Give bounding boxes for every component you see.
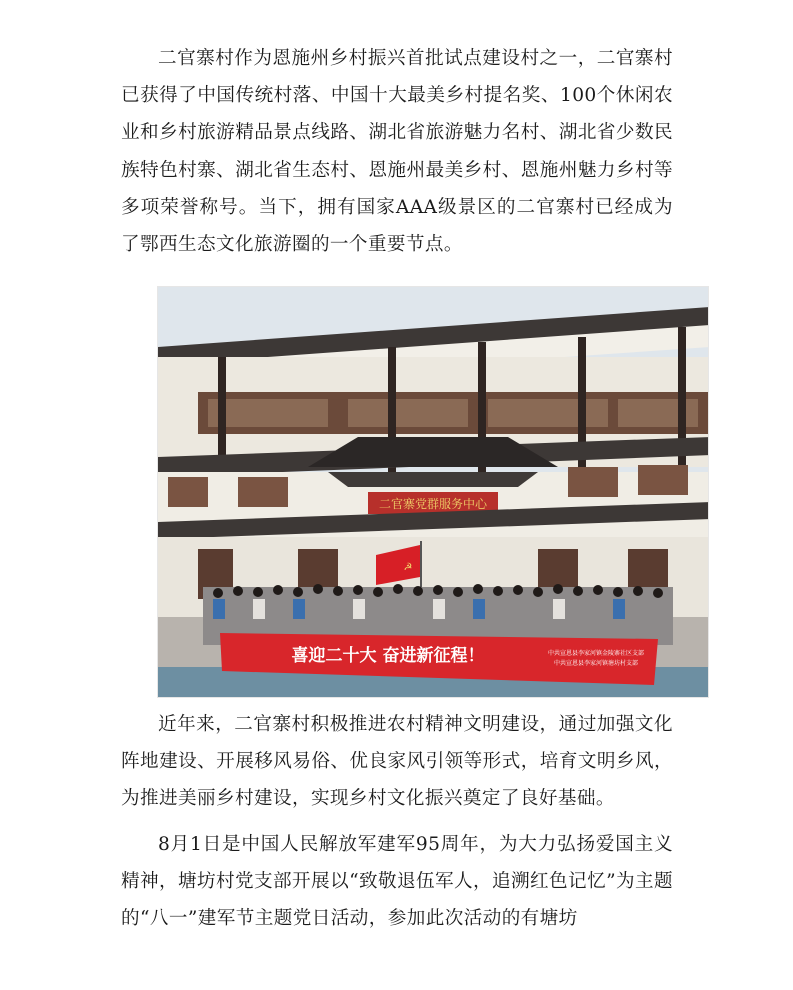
svg-text:☭: ☭	[403, 562, 413, 573]
building-sign: 二官寨党群服务中心	[378, 497, 488, 511]
banner-main-text: 喜迎二十大 奋进新征程！	[291, 646, 485, 666]
paragraph-village-honors: 二官寨村作为恩施州乡村振兴首批试点建设村之一，二官寨村已获得了中国传统村落、中国十大最美乡村提名奖、100个休闲农业和乡村旅游精品景点线路、湖北省旅游魅力名村、湖北省少数民族特色村寨、湖北省生态村、恩施州最美乡村、恩施州魅力乡村等多项荣誉称号。当下，拥有国家AAA级景区的二官寨村已经成为了鄂西生态文化旅游圈的一个重要节点。	[121, 48, 673, 256]
group-photo	[157, 286, 709, 698]
paragraph-army-day-event: 8月1日是中国人民解放军建军95周年，为大力弘扬爱国主义精神，塘坊村党支部开展以“致敬退伍军人，追溯红色记忆”为主题的“八一”建军节主题党日活动，参加此次活动的有塘坊	[121, 834, 673, 930]
paragraph-civilization-building: 近年来，二官寨村积极推进农村精神文明建设，通过加强文化阵地建设、开展移风易俗、优良家风引领等形式，培育文明乡风，为推进美丽乡村建设，实现乡村文化振兴奠定了良好基础。	[121, 714, 673, 810]
banner-side-text-2: 中共宣恩县李家河镇塘坊村支部	[553, 660, 639, 667]
banner-side-text-1: 中共宣恩县李家河镇金陵寨社区支部	[547, 650, 645, 657]
